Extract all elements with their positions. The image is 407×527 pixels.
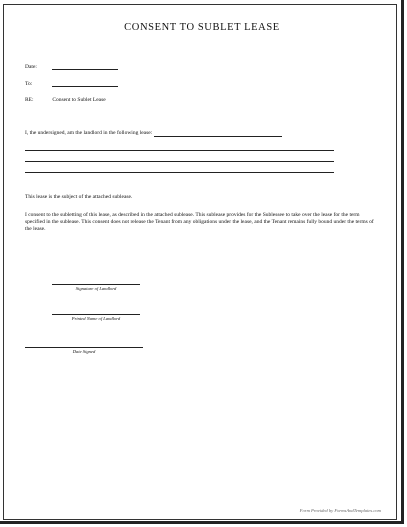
to-line[interactable]	[52, 86, 118, 87]
signature-line-3[interactable]	[25, 347, 143, 348]
re-field	[25, 97, 106, 103]
lease-description-line-1[interactable]	[154, 136, 282, 137]
sublease-note: This lease is the subject of the attached sublease.	[25, 194, 133, 200]
consent-body: I consent to the subletting of this lease, as described in the attached sublease. This sublease provides for the Sublessee to take over the lease for the term specified in the sublease. This consent does not release the Tenant from any obligations under the lease, and the Tenant remains fully bound under the terms of the lease.	[25, 212, 374, 232]
document-title: CONSENT TO SUBLET LEASE	[124, 22, 280, 33]
lease-description-line-4[interactable]	[25, 172, 334, 173]
date-label: Date:	[25, 64, 37, 70]
footer-credit: Form Provided by FormsAndTemplates.com	[299, 508, 381, 513]
re-label: RE:	[25, 97, 34, 103]
signature-line-1[interactable]	[52, 284, 140, 285]
signature-caption-2: Printed Name of Landlord	[71, 316, 121, 321]
re-value: Consent to Sublet Lease	[52, 97, 106, 103]
to-label: To:	[25, 81, 33, 87]
lease-description-line-2[interactable]	[25, 150, 334, 151]
signature-caption-3: Date Signed	[72, 349, 96, 354]
signature-caption-1: Signature of Landlord	[75, 286, 117, 291]
intro-text: I, the undersigned, am the landlord in the following lease:	[25, 130, 153, 136]
signature-line-2[interactable]	[52, 314, 140, 315]
lease-description-line-3[interactable]	[25, 161, 334, 162]
date-field	[25, 64, 118, 70]
intro-line	[25, 130, 375, 137]
to-field	[25, 81, 118, 87]
date-line[interactable]	[52, 69, 118, 70]
